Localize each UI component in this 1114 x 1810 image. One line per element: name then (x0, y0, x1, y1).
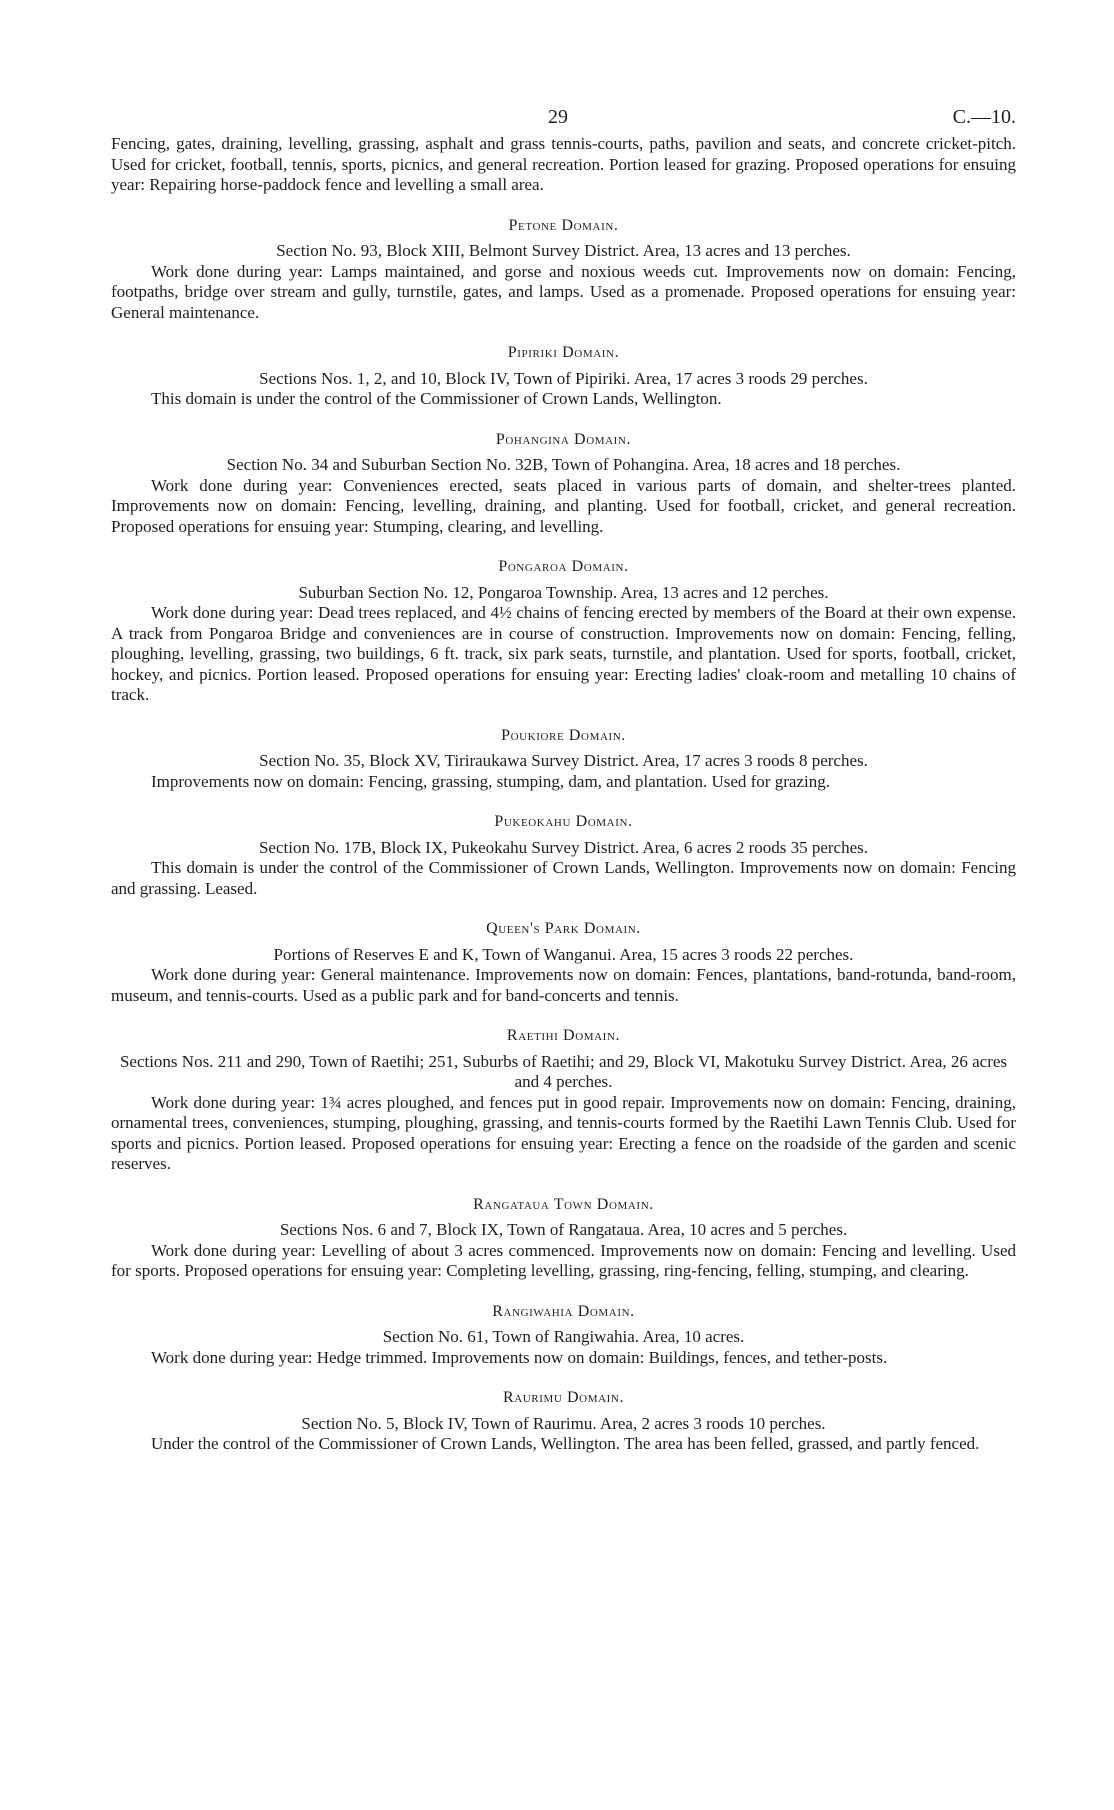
domain-locality: Suburban Section No. 12, Pongaroa Township. Area, 13 acres and 12 perches. (298, 582, 829, 602)
domain-section (111, 919, 1016, 1006)
domain-locality: Sections Nos. 6 and 7, Block IX, Town of Rangataua. Area, 10 acres and 5 perches. (279, 1220, 848, 1239)
domain-locality: Sections Nos. 1, 2, and 10, Block IV, Town of Pipiriki. Area, 17 acres 3 roods 29 perches. (259, 368, 868, 388)
domain-heading: Pongaroa Domain. (498, 558, 629, 575)
domain-locality: Section No. 93, Block XIII, Belmont Survey District. Area, 13 acres and 13 perches. (276, 241, 851, 260)
domain-heading: Raetihi Domain. (506, 1027, 621, 1044)
domain-locality: Section No. 35, Block XV, Tiriraukawa Survey District. Area, 17 acres 3 roods 8 perches. (259, 751, 868, 770)
domain-paragraph: Improvements now on domain: Fencing, grassing, stumping, dam, and plantation. Used for grazing. (151, 771, 830, 791)
domain-heading: Raurimu Domain. (502, 1389, 625, 1406)
domain-heading: Petone Domain. (508, 216, 619, 234)
domain-heading: Pipiriki Domain. (507, 344, 620, 361)
domain-section (111, 1026, 1016, 1175)
domain-section (111, 1195, 1016, 1282)
domain-paragraph: Under the control of the Commissioner of Crown Lands, Wellington. The area has been felled, grassed, and partly fenced. (151, 1434, 980, 1453)
domain-heading: Pukeokahu Domain. (494, 813, 633, 830)
domain-paragraph: Work done during year: General maintenance. Improvements now on domain: Fences, plantations, band-rotunda, band-room, museum, and tennis-courts. Used as a public park and for band-concerts and tennis. (111, 965, 1016, 1005)
domain-section (111, 557, 1016, 706)
domain-heading: Pohangina Domain. (495, 430, 632, 448)
domain-paragraph: This domain is under the control of the Commissioner of Crown Lands, Wellington. (151, 389, 722, 408)
domain-section (111, 1388, 1016, 1455)
domain-locality: Portions of Reserves E and K, Town of Wanganui. Area, 15 acres 3 roods 22 perches. (273, 944, 854, 964)
domain-locality: Section No. 34 and Suburban Section No. 32B, Town of Pohangina. Area, 18 acres and 18 perches. (226, 455, 901, 474)
domain-section (111, 726, 1016, 793)
page-body (111, 134, 1016, 1455)
domain-heading: Rangiwahia Domain. (492, 1302, 635, 1320)
domain-section (111, 343, 1016, 410)
page-header (0, 107, 1016, 131)
domain-section (111, 430, 1016, 538)
domain-heading: Rangataua Town Domain. (473, 1195, 654, 1213)
domain-list (111, 216, 1016, 1455)
domain-paragraph: Work done during year: Hedge trimmed. Improvements now on domain: Buildings, fences, and tether-posts. (151, 1347, 888, 1367)
domain-section (111, 812, 1016, 899)
domain-paragraph: Work done during year: Dead trees replaced, and 4½ chains of fencing erected by members of the Board at their own expense. A track from Pongaroa Bridge and conveniences are in course of construction. Improvements now on domain: Fencing, felling, ploughing, levelling, grassing, two buildings, 6 ft. track, six park seats, turnstile, and plantation. Used for sports, football, cricket, hockey, and picnics. Portion leased. Proposed operations for ensuing year: Erecting ladies' cloak-room and metalling 10 chains of track. (111, 603, 1016, 704)
domain-locality: Section No. 17B, Block IX, Pukeokahu Survey District. Area, 6 acres 2 roods 35 perches. (258, 837, 869, 857)
domain-paragraph: Work done during year: Conveniences erected, seats placed in various parts of domain, and shelter-trees planted. Improvements now on domain: Fencing, levelling, draining, and planting. Used for football, cricket, and general recreation. Proposed operations for ensuing year: Stumping, clearing, and levelling. (111, 475, 1016, 536)
domain-paragraph: This domain is under the control of the Commissioner of Crown Lands, Wellington. Improvements now on domain: Fencing and grassing. Leased. (111, 858, 1016, 898)
domain-locality: Sections Nos. 211 and 290, Town of Raetihi; 251, Suburbs of Raetihi; and 29, Block VI, Makotuku Survey District. Area, 26 acres and 4 perches. (119, 1051, 1008, 1091)
domain-section (111, 216, 1016, 324)
domain-paragraph: Work done during year: Levelling of about 3 acres commenced. Improvements now on domain: Fencing and levelling. Used for sports. Proposed operations for ensuing year: Completing levelling, grassing, ring-fencing, felling, stumping, and clearing. (111, 1240, 1016, 1280)
domain-locality: Section No. 61, Town of Rangiwahia. Area, 10 acres. (382, 1327, 745, 1346)
domain-paragraph: Work done during year: 1¾ acres ploughed, and fences put in good repair. Improvements now on domain: Fencing, draining, ornamental trees, conveniences, stumping, ploughing, grassing, and tennis-courts formed by the Raetihi Lawn Tennis Club. Used for sports and picnics. Portion leased. Proposed operations for ensuing year: Erecting a fence on the roadside of the garden and scenic reserves. (111, 1092, 1016, 1173)
domain-paragraph: Work done during year: Lamps maintained, and gorse and noxious weeds cut. Improvements now on domain: Fencing, footpaths, bridge over stream and gully, turnstile, gates, and lamps. Used as a promenade. Proposed operations for ensuing year: General maintenance. (111, 261, 1016, 322)
document-reference: C.—10. (952, 106, 1016, 128)
domain-heading: Poukiore Domain. (501, 726, 626, 744)
domain-heading: Queen's Park Domain. (486, 920, 641, 937)
page-number: 29 (548, 106, 568, 128)
intro-paragraph: Fencing, gates, draining, levelling, grassing, asphalt and grass tennis-courts, paths, pavilion and seats, and concrete cricket-pitch. Used for cricket, football, tennis, sports, picnics, and general recreation. Portion leased for grazing. Proposed operations for ensuing year: Repairing horse-paddock fence and levelling a small area. (111, 134, 1016, 194)
domain-section (111, 1302, 1016, 1369)
domain-locality: Section No. 5, Block IV, Town of Raurimu. Area, 2 acres 3 roods 10 perches. (301, 1413, 826, 1433)
